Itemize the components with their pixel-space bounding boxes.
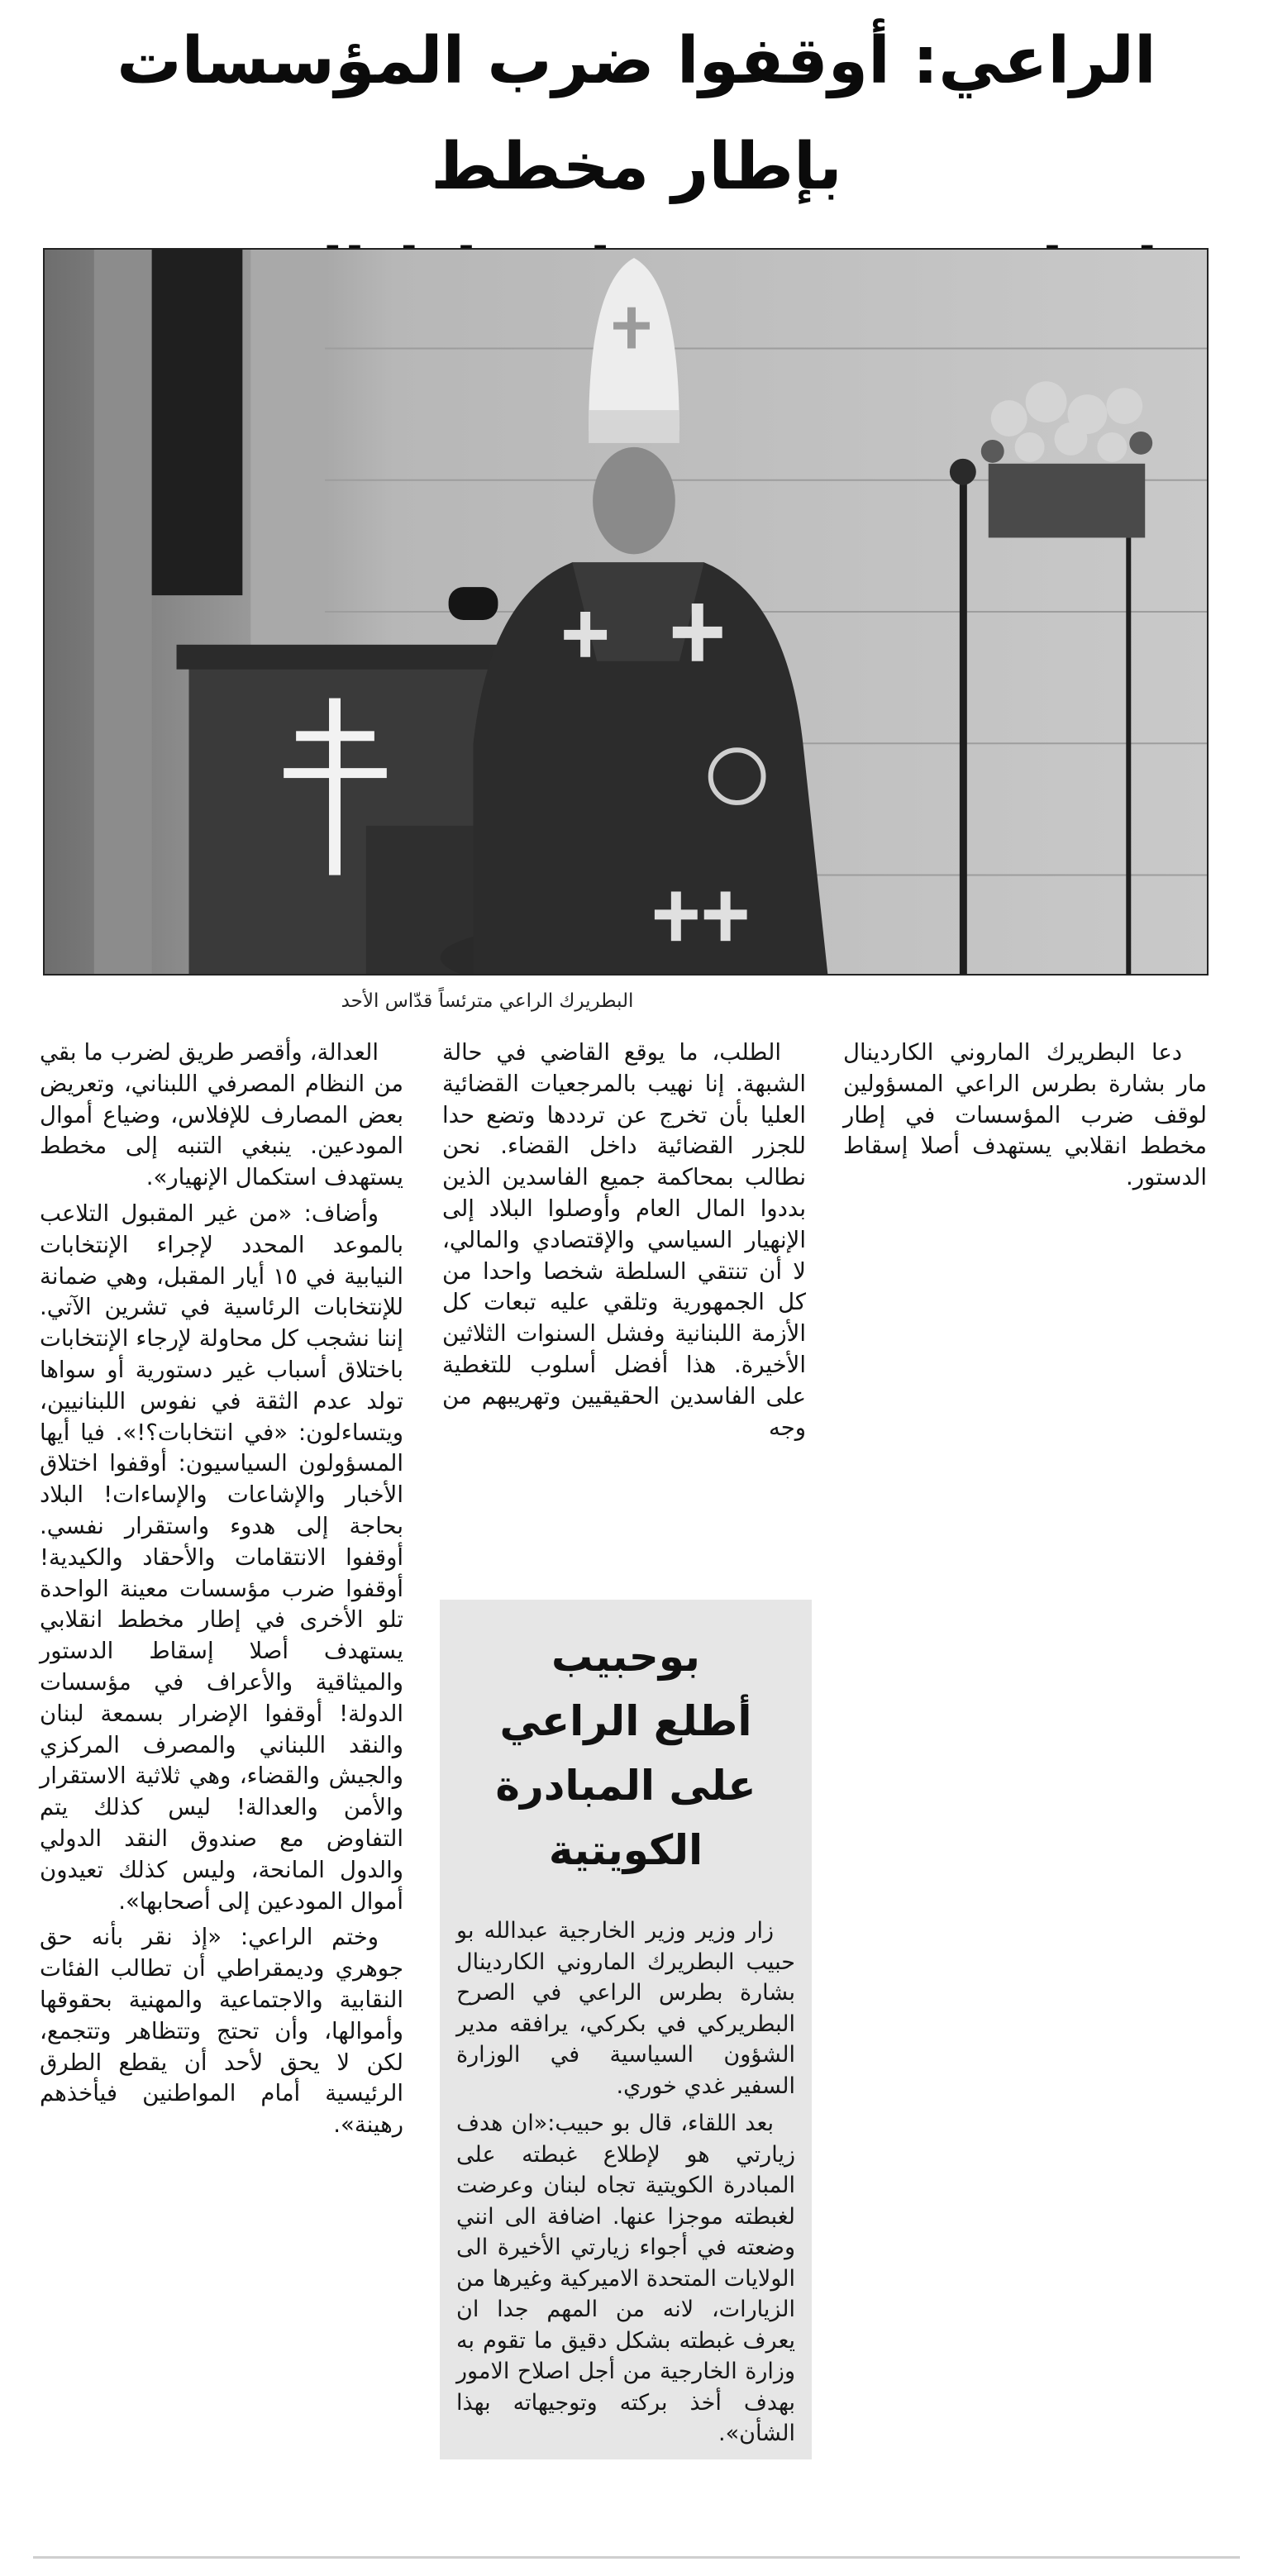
sidebar-body	[456, 1915, 795, 2450]
sidebar-title-line-2: أطلع الراعي	[499, 1697, 752, 1745]
headline	[33, 8, 1240, 231]
sidebar-box	[440, 1600, 812, 2459]
photo-caption: البطريرك الراعي مترئساً قدّاس الأحد	[341, 990, 634, 1012]
article-paragraph: الطلب، ما يوقع القاضي في حالة الشبهة. إنا نهيب بالمرجعيات القضائية العليا بأن تخرج عن ترددها وتضع حدا للجزر القضائية داخل القضاء. نحن نطالب بمحاكمة جميع الفاسدين الذين بددوا المال العام وأوصلوا البلاد إلى الإنهيار السياسي والإقتصادي والمالي، لا أن تنتقي السلطة شخصا واحدا من كل الجمهورية وتلقي عليه تبعات كل الأزمة اللبنانية وفشل السنوات الثلاثين الأخيرة. هذا أفضل أسلوب للتغطية على الفاسدين الحقيقيين وتهريبهم من وجه	[442, 1039, 806, 1441]
article-paragraph: دعا البطريرك الماروني الكاردينال مار بشارة بطرس الراعي المسؤولين لوقف ضرب المؤسسات في إطار مخطط انقلابي يستهدف أصلا إسقاط الدستور.	[843, 1039, 1207, 1191]
article-column-middle	[442, 1038, 806, 1567]
article-paragraph: وختم الراعي: «إذ نقر بأنه حق جوهري وديمقراطي أن تطالب الفئات النقابية والاجتماعية والمهنية بحقوقها وأموالها، وأن تحتج وتتظاهر وتتجمع، لكن لا يحق لأحد أن يقطع الطرق الرئيسية أمام المواطنين فيأخذهم رهينة».	[40, 1924, 403, 2139]
article-paragraph: وأضاف: «من غير المقبول التلاعب بالموعد المحدد لإجراء الإنتخابات النيابية في ١٥ أيار المقبل، وهي ضمانة للإنتخابات الرئاسية في تشرين الآتي. إننا نشجب كل محاولة لإرجاء الإنتخابات باختلاق أسباب غير دستورية أو سواها تولد عدم الثقة في نفوس اللبنانيين، ويتساءلون: «في انتخابات؟!». فيا أيها المسؤولون السياسيون: أوقفوا اختلاق الأخبار والإشاعات والإساءات! البلاد بحاجة إلى هدوء واستقرار نفسي. أوقفوا الانتقامات والأحقاد والكيدية! أوقفوا ضرب مؤسسات معينة الواحدة تلو الأخرى في إطار مخطط انقلابي يستهدف أصلا إسقاط الدستور والميثاقية والأعراف في مؤسسات الدولة! أوقفوا الإضرار بسمعة لبنان والنقد اللبناني والمصرف المركزي والجيش والقضاء، وهي ثلاثية الاستقرار والأمن والعدالة! ليس كذلك يتم التفاوض مع صندوق النقد الدولي والدول المانحة، وليس كذلك تعيدون أموال المودعين إلى أصحابها».	[40, 1200, 403, 1915]
news-photo	[43, 248, 1209, 976]
sidebar-paragraph: زار وزير وزير الخارجية عبدالله بو حبيب البطريرك الماروني الكاردينال بشارة بطرس الراعي في الصرح البطريركي في بكركي، يرافقه مدير الشؤون السياسية في الوزارة السفير غدي خوري.	[456, 1918, 795, 2099]
article-column-right	[843, 1038, 1207, 2526]
sidebar-title-line-3: على المبادرة الكويتية	[495, 1762, 756, 1874]
article-column-left	[40, 1038, 403, 2526]
bottom-rule	[33, 2556, 1240, 2559]
sidebar-title	[456, 1624, 795, 1882]
sidebar-title-line-1: بوحبيب	[551, 1633, 700, 1681]
headline-line-1: الراعي: أوقفوا ضرب المؤسسات بإطار مخطط	[117, 24, 1156, 204]
patriarch-mass-image	[45, 250, 1207, 974]
sidebar-paragraph: بعد اللقاء، قال بو حبيب:«ان هدف زيارتي هو لإطلاع غبطته على المبادرة الكويتية تجاه لبنان وعرضت لغبطته موجزا عنها. اضافة الى انني وضعته في أجواء زيارتي الأخيرة الى الولايات المتحدة الاميركية وغيرها من الزيارات، لانه من المهم جدا ان يعرف غبطته بشكل دقيق ما تقوم به وزارة الخارجية من أجل اصلاح الامور بهدف أخذ بركته وتوجيهاته بهذا الشأن».	[456, 2111, 795, 2446]
article-paragraph: العدالة، وأقصر طريق لضرب ما بقي من النظام المصرفي اللبناني، وتعريض بعض المصارف للإفلاس، وضياع أموال المودعين. ينبغي التنبه إلى مخطط يستهدف استكمال الإنهيار».	[40, 1039, 403, 1191]
